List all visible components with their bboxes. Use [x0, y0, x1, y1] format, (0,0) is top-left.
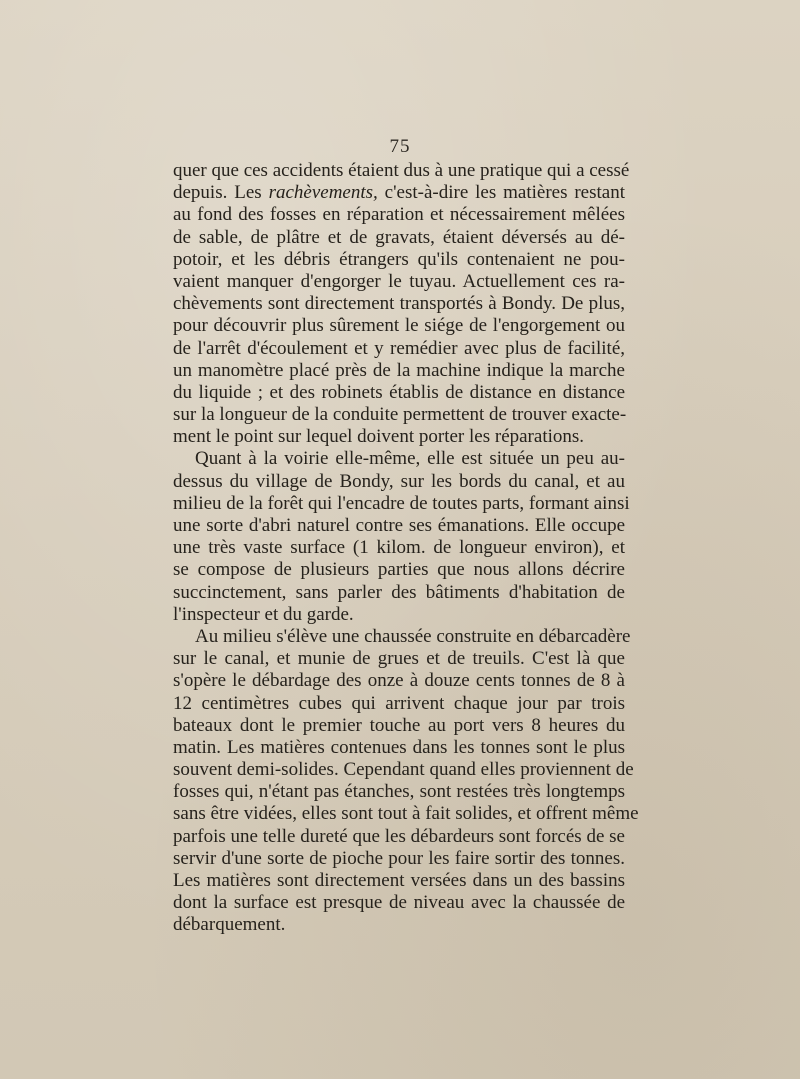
text-line: de l'arrêt d'écoulement et y remédier avec plus de facilité, — [173, 337, 625, 359]
text-line: Quant à la voirie elle-même, elle est située un peu au- — [195, 448, 625, 470]
body-text — [173, 160, 639, 937]
text-line — [173, 182, 625, 204]
text-fragment: c'est-à-dire les matières restant — [377, 182, 625, 204]
text-line: de sable, de plâtre et de gravats, étaient déversés au dé- — [173, 226, 625, 248]
text-line: Au milieu s'élève une chaussée construite en débarcadère — [195, 625, 631, 647]
text-line: souvent demi-solides. Cependant quand elles proviennent de — [173, 759, 634, 781]
text-line: matin. Les matières contenues dans les tonnes sont le plus — [173, 736, 625, 758]
text-line: 12 centimètres cubes qui arrivent chaque jour par trois — [173, 692, 625, 714]
text-line: servir d'une sorte de pioche pour les faire sortir des tonnes. — [173, 847, 625, 869]
text-line: une très vaste surface (1 kilom. de longueur environ), et — [173, 537, 625, 559]
text-line: au fond des fosses en réparation et nécessairement mêlées — [173, 204, 625, 226]
text-line: l'inspecteur et du garde. — [173, 603, 354, 625]
text-line: Les matières sont directement versées dans un des bassins — [173, 870, 625, 891]
text-line: parfois une telle dureté que les débardeurs sont forcés de se — [173, 825, 625, 847]
text-line: vaient manquer d'engorger le tuyau. Actuellement ces ra- — [173, 270, 625, 292]
text-line: ment le point sur lequel doivent porter les réparations. — [173, 426, 585, 448]
text-line: fosses qui, n'étant pas étanches, sont restées très longtemps — [173, 781, 625, 803]
text-line: dont la surface est presque de niveau avec la chaussée de — [173, 892, 625, 914]
text-line: milieu de la forêt qui l'encadre de toutes parts, formant ainsi — [173, 492, 630, 514]
text-line: se compose de plusieurs parties que nous allons décrire — [173, 559, 625, 581]
text-line: s'opère le débardage des onze à douze cents tonnes de 8 à — [173, 670, 625, 692]
text-line: du liquide ; et des robinets établis de distance en distance — [173, 381, 625, 403]
text-line: sans être vidées, elles sont tout à fait solides, et offrent même — [173, 803, 639, 825]
text-line: un manomètre placé près de la machine indique la marche — [173, 359, 625, 381]
text-line: succinctement, sans parler des bâtiments d'habitation de — [173, 581, 625, 603]
italic-term: rachèvements, — [268, 182, 378, 204]
text-line: potoir, et les débris étrangers qu'ils contenaient ne pou- — [173, 248, 625, 270]
text-line: bateaux dont le premier touche au port vers 8 heures du — [173, 714, 625, 736]
text-line: sur le canal, et munie de grues et de treuils. C'est là que — [173, 648, 625, 670]
text-line: dessus du village de Bondy, sur les bords du canal, et au — [173, 470, 625, 492]
text-fragment: depuis. Les — [173, 182, 269, 204]
page-number: 75 — [389, 136, 411, 157]
text-line: sur la longueur de la conduite permettent de trouver exacte- — [173, 404, 627, 426]
text-line: quer que ces accidents étaient dus à une pratique qui a cessé — [173, 160, 630, 181]
text-line: débarquement. — [173, 914, 286, 936]
text-line: chèvements sont directement transportés à Bondy. De plus, — [173, 293, 625, 315]
text-line: pour découvrir plus sûrement le siége de l'engorgement ou — [173, 315, 625, 337]
text-line: une sorte d'abri naturel contre ses émanations. Elle occupe — [173, 515, 625, 536]
